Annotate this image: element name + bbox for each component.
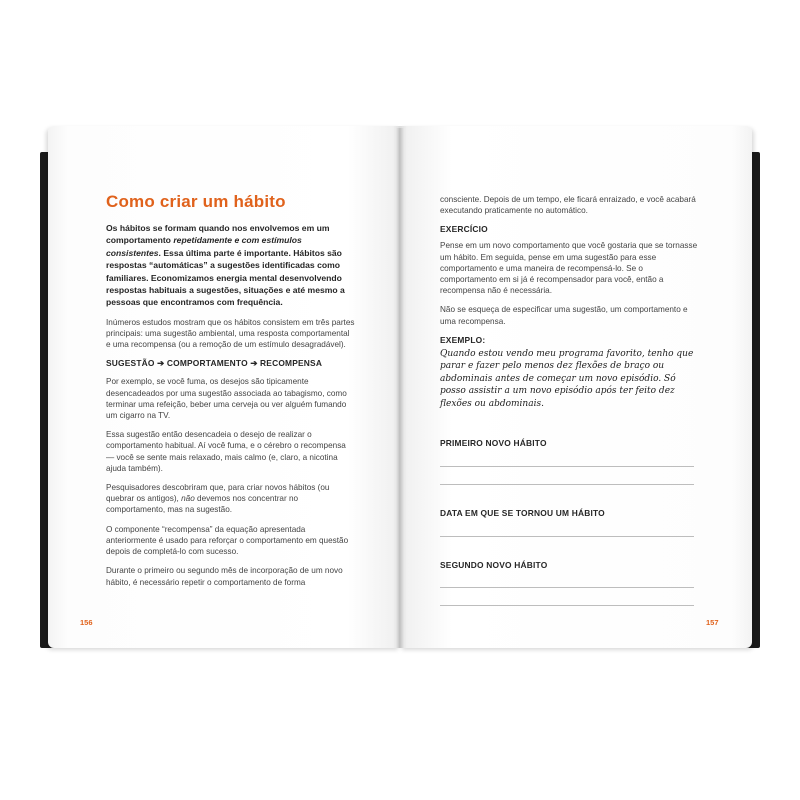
intro-text-part1: Os hábitos se formam quando nos envolvemos em um comportamento bbox=[106, 223, 330, 246]
page-title: Como criar um hábito bbox=[106, 192, 286, 211]
left-page bbox=[48, 126, 400, 648]
intro-emphasis: repetidamente e com estímulos consistentes bbox=[106, 235, 302, 258]
page-number-left: 156 bbox=[80, 618, 93, 627]
researchers-text-part1: Pesquisadores descobriram que, para criar novos hábitos (ou quebrar os antigos), bbox=[106, 483, 330, 504]
second-habit-write-line-1[interactable] bbox=[440, 587, 694, 588]
habit-date-write-line[interactable] bbox=[440, 536, 694, 537]
first-habit-write-line-1[interactable] bbox=[440, 466, 694, 467]
habit-loop-subheading: SUGESTÃO ➔ COMPORTAMENTO ➔ RECOMPENSA bbox=[106, 358, 323, 369]
paragraph-three-parts: Inúmeros estudos mostram que os hábitos consistem em três partes principais: uma sugestão ambiental, uma resposta comportamental e uma recompensa (ou a remoção de um estímulo desagradável). bbox=[106, 317, 355, 350]
paragraph-researchers bbox=[106, 482, 356, 516]
handwritten-example: Quando estou vendo meu programa favorito, tenho que parar e fazer pelo menos dez flexões de braço ou abdominais antes de começar um novo episódio. Só posso assistir a um novo episódio após ter feito dez flexões ou abdominais. bbox=[440, 348, 694, 409]
first-habit-label: PRIMEIRO NOVO HÁBITO bbox=[440, 438, 547, 448]
right-page-body bbox=[440, 194, 700, 440]
exercise-paragraph-1: Pense em um novo comportamento que você gostaria que se tornasse um hábito. Em seguida, pense em uma sugestão para esse comportamento e uma maneira de recompensá-lo. Se o comportamento em si já é recompensador para você, então a recompensa não é necessária. bbox=[440, 241, 698, 296]
example-heading: EXEMPLO: bbox=[440, 334, 486, 345]
intro-paragraph bbox=[106, 222, 356, 309]
page-number-right: 157 bbox=[706, 618, 719, 627]
continuation-paragraph: consciente. Depois de um tempo, ele ficará enraizado, e você acabará executando praticamente no automático. bbox=[440, 195, 696, 216]
book-spine-gutter bbox=[396, 128, 404, 648]
right-page bbox=[400, 126, 752, 648]
intro-text-part2: . Essa última parte é importante. Hábitos são respostas “automáticas” a sugestões identificadas como familiares. Economizamos energia mental desenvolvendo respostas habituais a sugestões, situações e até mesmo a pessoas que encontramos com frequência. bbox=[106, 247, 345, 308]
first-habit-write-line-2[interactable] bbox=[440, 484, 694, 485]
habit-date-label: DATA EM QUE SE TORNOU UM HÁBITO bbox=[440, 508, 605, 518]
paragraph-smoking-example: Por exemplo, se você fuma, os desejos são tipicamente desencadeados por uma sugestão associada ao tabagismo, como terminar uma refeição, beber uma cerveja ou ver alguém fumando um cigarro na TV. bbox=[106, 377, 347, 421]
exercise-heading: EXERCÍCIO bbox=[440, 224, 488, 235]
paragraph-reward-component: O componente “recompensa” da equação apresentada anteriormente é usado para reforçar o comportamento em questão depois de completá-lo com sucesso. bbox=[106, 524, 349, 557]
exercise-paragraph-2: Não se esqueça de especificar uma sugestão, um comportamento e uma recompensa. bbox=[440, 305, 688, 326]
researchers-emphasis: não bbox=[181, 494, 195, 504]
second-habit-write-line-2[interactable] bbox=[440, 605, 694, 606]
left-page-body bbox=[106, 222, 356, 596]
second-habit-label: SEGUNDO NOVO HÁBITO bbox=[440, 560, 548, 570]
researchers-text-part2: devemos nos concentrar no comportamento, mas na sugestão. bbox=[106, 494, 299, 515]
paragraph-craving: Essa sugestão então desencadeia o desejo de realizar o comportamento habitual. Aí você fuma, e o cérebro o recompensa — você se sente mais relaxado, mais calmo (e, claro, a nicotina ajuda também). bbox=[106, 430, 346, 473]
paragraph-first-month: Durante o primeiro ou segundo mês de incorporação de um novo hábito, é necessário repetir o comportamento de forma bbox=[106, 566, 343, 587]
